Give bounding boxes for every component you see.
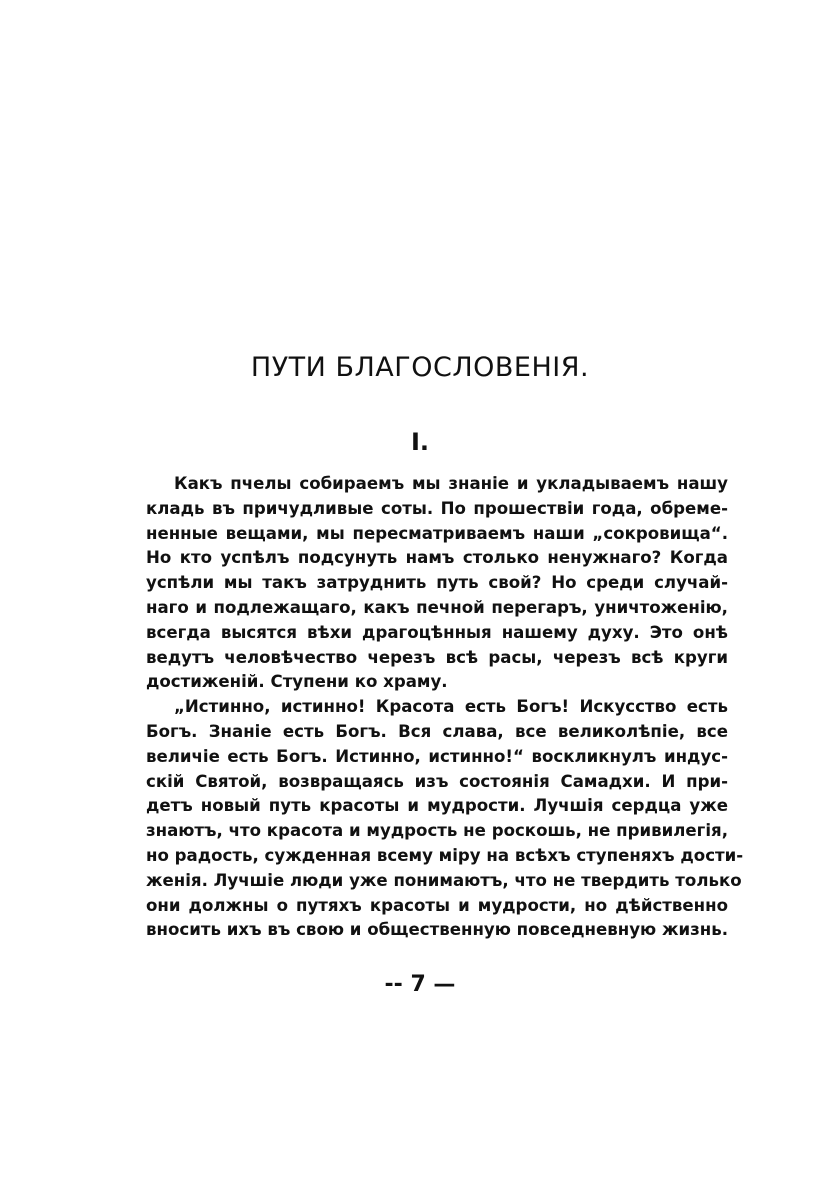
text-line: всегда высятся вѣхи драгоцѣнныя нашему духу. Это онѣ	[146, 622, 728, 642]
text-line: успѣли мы такъ затруднить путь свой? Но среди случай-	[146, 573, 728, 593]
text-line: ведутъ человѣчество черезъ всѣ расы, черезъ всѣ круги	[146, 647, 728, 667]
text-line: но радость, суждeнная всему міру на всѣхъ ступеняхъ дости-	[146, 845, 744, 865]
text-line: вносить ихъ въ свою и общественную повседневную жизнь.	[146, 920, 728, 940]
chapter-title: ПУТИ БЛАГОСЛОВЕНІЯ.	[250, 352, 590, 383]
body-text	[146, 472, 744, 943]
text-line: они должны о путяхъ красоты и мудрости, но дѣйственно	[146, 895, 728, 915]
text-line: ненные вещами, мы пересматриваемъ наши „сокровища“.	[146, 523, 728, 543]
text-line: Какъ пчелы собираемъ мы знаніе и укладываемъ нашу	[174, 474, 728, 493]
text-line: достиженій. Ступени ко храму.	[146, 672, 448, 692]
text-line: скій Святой, возвращаясь изъ состоянія Самадхи. И при-	[146, 771, 728, 791]
text-line: Богъ. Знаніе есть Богъ. Вся слава, все великолѣпіе, все	[146, 721, 728, 741]
page-number: -- 7 —	[384, 972, 456, 997]
section-number: I.	[410, 428, 430, 456]
text-line: величіе есть Богъ. Истинно, истинно!“ воскликнулъ индус-	[146, 746, 728, 766]
text-line: детъ новый путь красоты и мудрости. Лучшія сердца уже	[146, 796, 728, 816]
text-line: знаютъ, что красота и мудрость не роскошь, не привилегія,	[146, 821, 728, 841]
text-line: женія. Лучшіе люди уже понимаютъ, что не твердить только	[146, 870, 742, 890]
text-line: „Истинно, истинно! Красота есть Богъ! Искусство есть	[174, 697, 728, 717]
text-line: Но кто успѣлъ подсунуть намъ столько ненужнаго? Когда	[146, 548, 728, 568]
text-line: наго и подлежащаго, какъ печной перегаръ, уничтоженію,	[146, 597, 728, 617]
text-line: кладь въ причудливые соты. По прошествіи года, обреме-	[146, 498, 728, 518]
